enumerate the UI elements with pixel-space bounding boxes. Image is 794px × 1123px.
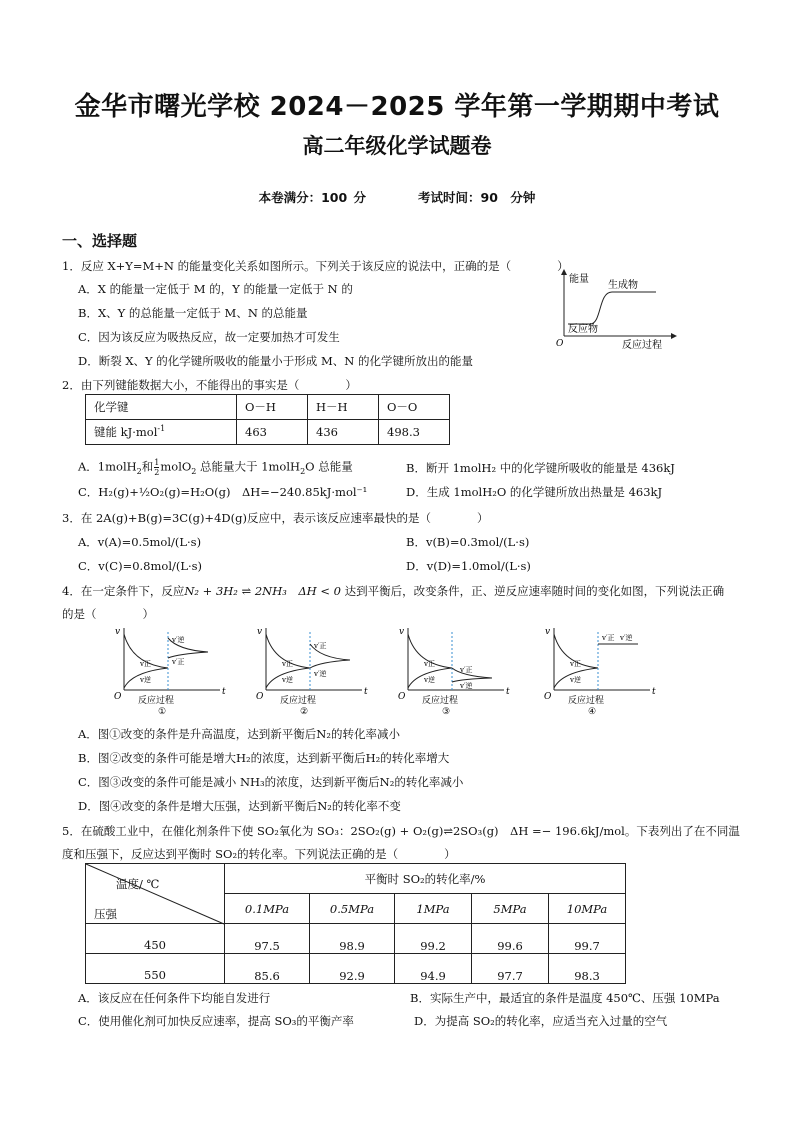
q3-option-d: D．v(D)=1.0mol/(L·s) [406,559,531,573]
q4-graph-number: ④ [588,707,597,717]
q4-v-axis-label: v [399,627,405,637]
q2-cell: O－H [237,395,308,420]
exam-title: 金华市曙光学校 2024－2025 学年第一学期期中考试 [74,92,720,122]
q4-label-vfwd: v正 [282,660,293,668]
q5-value: 98.9 [310,924,395,954]
q1-origin: O [556,339,564,349]
q5-value: 99.6 [472,924,549,954]
q4-x-caption: 反应过程 [138,696,175,706]
q5-option-b: B．实际生产中，最适宜的条件是温度 450℃、压强 10MPa [410,991,720,1005]
q4-origin: O [544,692,552,702]
q4-graph-number: ② [300,707,309,717]
q4-option-d: D．图④改变的条件是增大压强，达到新平衡后N₂的转化率不变 [78,799,401,813]
q4-stem: 4．在一定条件下，反应N₂ + 3H₂ ⇌ 2NH₃ ΔH < 0 达到平衡后，改变条件，正、逆反应速率随时间的变化如图，下列说法正确 [62,584,725,598]
q3-option-a: A．v(A)=0.5mol/(L·s) [78,535,202,549]
q2-cell: 化学键 [86,395,237,420]
q4-label-vfwd: v正 [140,660,151,668]
q1-option-b: B．X、Y 的总能量一定低于 M、N 的总能量 [78,306,308,320]
q2-cell: 436 [308,420,379,445]
q4-v-axis-label: v [115,627,121,637]
exam-time: 考试时间：90 分钟 [418,190,536,205]
q4-v-axis-label: v [545,627,551,637]
q5-stem-line2: 度和压强下，反应达到平衡时 SO₂的转化率。下列说法正确的是（ ） [62,847,456,861]
q1-option-a: A．X 的能量一定低于 M 的，Y 的能量一定低于 N 的 [78,282,353,296]
q4-label-vrev: v逆 [424,676,435,684]
q5-option-c: C．使用催化剂可加快反应速率，提高 SO₃的平衡产率 [78,1014,354,1028]
exam-meta [0,188,794,206]
full-score: 本卷满分：100 分 [258,190,367,205]
q1-option-d: D．断裂 X、Y 的化学键所吸收的能量小于形成 M、N 的化学键所放出的能量 [78,354,473,368]
q2-option-d: D．生成 1molH₂O 的化学键所放出热量是 463kJ [406,485,663,499]
q5-value: 99.2 [395,924,472,954]
q4-option-a: A．图①改变的条件是升高温度，达到新平衡后N₂的转化率减小 [78,727,400,741]
section-title: 一、选择题 [62,232,138,250]
q1-y-label: 能量 [569,274,589,285]
q5-pressure: 1MPa [395,894,472,924]
q5-value: 92.9 [310,954,395,984]
q1-option-c: C．因为该反应为吸热反应，故一定要加热才可发生 [78,330,340,344]
q4-label-vrev: v逆 [140,676,151,684]
q5-value: 99.7 [549,924,626,954]
q4-label-vfwd-new: v′正 [172,658,185,666]
q5-row-label: 450 [86,924,225,954]
q2-option-a: A．1molH$_2$和 $\frac{1}{2}$ molO$_2$ 总能量大于 1molH$_2$O 总能量 [78,458,353,477]
q4-graph-number: ① [158,707,167,717]
q4-v-axis-label: v [257,627,263,637]
q2-bond-table [85,394,450,445]
q4-label-vrev: v逆 [282,676,293,684]
q3-stem: 3．在 2A(g)+B(g)=3C(g)+4D(g)反应中，表示该反应速率最快的是（ ） [62,511,489,525]
q4-t-axis-label: t [364,687,368,697]
q5-value: 94.9 [395,954,472,984]
q2-cell: 463 [237,420,308,445]
q4-option-c: C．图③改变的条件可能是减小 NH₃的浓度，达到新平衡后N₂的转化率减小 [78,775,464,789]
q4-label-vrev-new: v′逆 [460,682,473,690]
q2-energy-label: 键能 kJ·mol [94,425,158,439]
q5-pressure: 10MPa [549,894,626,924]
q5-option-a: A．该反应在任何条件下均能自发进行 [78,991,271,1005]
q4-origin: O [398,692,406,702]
q4-label-vfwd-new: v′正 [460,666,473,674]
q4-label-vfwd: v正 [424,660,435,668]
q2-cell: O－O [379,395,450,420]
q4-origin: O [256,692,264,702]
q4-origin: O [114,692,122,702]
q5-value: 85.6 [225,954,310,984]
q4-curve-new-reverse [310,660,350,668]
q5-pressure: 0.5MPa [310,894,395,924]
q4-graph-number: ③ [442,707,451,717]
q3-option-b: B．v(B)=0.3mol/(L·s) [406,535,530,549]
q4-label-vrev-new: v′逆 [172,636,185,644]
q1-energy-diagram [552,266,682,350]
q5-corner-top: 温度/ ℃ [116,877,160,891]
q1-reactant-label: 反应物 [568,324,598,335]
q4-label-vrev-new: v′逆 [314,670,327,678]
q4-x-caption: 反应过程 [568,696,605,706]
q4-t-axis-label: t [652,687,656,697]
q5-pressure: 5MPa [472,894,549,924]
q5-conversion-table [85,863,626,984]
q5-option-d: D．为提高 SO₂的转化率，应适当充入过量的空气 [414,1014,668,1028]
q3-option-c: C．v(C)=0.8mol/(L·s) [78,559,203,573]
q4-t-axis-label: t [222,687,226,697]
q1-x-label: 反应过程 [622,340,662,351]
q2-option-b: B．断开 1molH₂ 中的化学键所吸收的能量是 436kJ [406,461,675,475]
q5-stem: 5．在硫酸工业中，在催化剂条件下使 SO₂氧化为 SO₃：2SO₂(g) + O₂(g)⇌2SO₃(g) ΔH =− 196.6kJ/mol。下表列出了在不同温 [62,824,740,838]
q4-label-vrev-new: v′逆 [620,634,633,642]
q5-value: 97.5 [225,924,310,954]
exam-subtitle: 高二年级化学试题卷 [302,134,492,158]
q4-x-caption: 反应过程 [422,696,459,706]
q2-cell: 498.3 [379,420,450,445]
q2-option-c: C．H₂(g)+½O₂(g)=H₂O(g) ΔH=−240.85kJ·mol⁻¹ [78,485,368,499]
q2-cell: H－H [308,395,379,420]
q1-stem: 1．反应 X+Y=M+N 的能量变化关系如图所示。下列关于该反应的说法中，正确的是（ ） [62,259,569,273]
q2-stem: 2．由下列键能数据大小，不能得出的事实是（ ） [62,378,357,392]
q5-corner-cell [86,864,225,924]
q5-value: 97.7 [472,954,549,984]
q2-cell [86,420,237,445]
q4-stem-line2: 的是（ ） [62,607,154,621]
q4-label-vfwd-new: v′正 [314,642,327,650]
q5-row-label: 550 [86,954,225,984]
q4-label-vfwd-new: v′正 [602,634,615,642]
q4-option-b: B．图②改变的条件可能是增大H₂的浓度，达到新平衡后H₂的转化率增大 [78,751,450,765]
q4-label-vrev: v逆 [570,676,581,684]
q5-corner-bottom: 压强 [94,907,117,921]
q4-x-caption: 反应过程 [280,696,317,706]
q5-value: 98.3 [549,954,626,984]
q4-rate-graphs [112,624,656,720]
q1-product-label: 生成物 [608,280,638,291]
q4-t-axis-label: t [506,687,510,697]
q5-group-header: 平衡时 SO₂的转化率/% [225,864,626,894]
q2-energy-label-sup: -1 [157,424,166,434]
q4-label-vfwd: v正 [570,660,581,668]
q5-pressure: 0.1MPa [225,894,310,924]
